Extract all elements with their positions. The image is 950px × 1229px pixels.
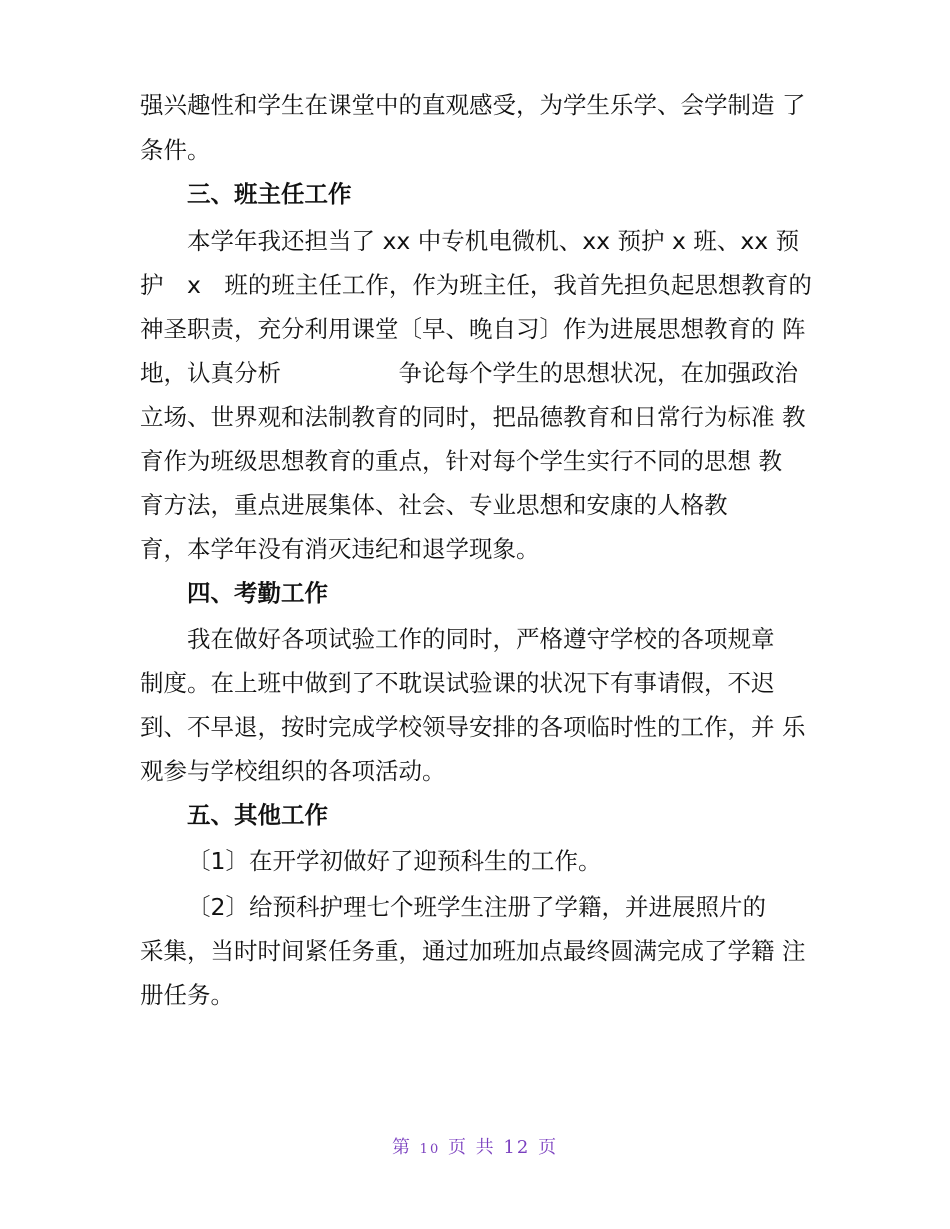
list-item-line: 〔1〕在开学初做好了迎预科生的工作。 [187, 847, 602, 875]
paragraph-line: 地，认真分析 争论每个学生的思想状况，在加强政治 [140, 359, 798, 387]
paragraph-line: 育方法，重点进展集体、社会、专业思想和安康的人格教 [140, 491, 728, 519]
list-item-line: 〔2〕给预科护理七个班学生注册了学籍，并进展照片的 [187, 893, 766, 921]
paragraph-line: 我在做好各项试验工作的同时，严格遵守学校的各项规章 [187, 625, 775, 653]
section-heading-head-teacher: 三、班主任工作 [187, 180, 352, 208]
paragraph-line: 育，本学年没有消灭违纪和退学现象。 [140, 535, 540, 563]
paragraph-line: 本学年我还担当了 xx 中专机电微机、xx 预护 x 班、xx 预 [187, 227, 800, 255]
section-heading-attendance: 四、考勤工作 [187, 579, 328, 607]
footer-suffix: 页 [538, 1137, 559, 1158]
paragraph-line: 条件。 [140, 136, 211, 164]
paragraph-line: 册任务。 [140, 981, 234, 1009]
page-footer [0, 1133, 950, 1159]
paragraph-line: 到、不早退，按时完成学校领导安排的各项临时性的工作，并 乐 [140, 713, 806, 741]
paragraph-line: 观参与学校组织的各项活动。 [140, 757, 446, 785]
footer-total-pages: 12 [503, 1137, 531, 1158]
paragraph-line: 育作为班级思想教育的重点，针对每个学生实行不同的思想 教 [140, 447, 782, 475]
paragraph-line: 制度。在上班中做到了不耽误试验课的状况下有事请假，不迟 [140, 669, 775, 697]
paragraph-line: 立场、世界观和法制教育的同时，把品德教育和日常行为标准 教 [140, 403, 806, 431]
footer-prefix: 第 [391, 1137, 412, 1158]
section-heading-other-work: 五、其他工作 [187, 801, 328, 829]
paragraph-line: 强兴趣性和学生在课堂中的直观感受，为学生乐学、会学制造 了 [140, 91, 806, 119]
paragraph-line: 护 x 班的班主任工作，作为班主任，我首先担负起思想教育的 [140, 271, 812, 299]
paragraph-line: 采集，当时时间紧任务重，通过加班加点最终圆满完成了学籍 注 [140, 937, 806, 965]
footer-current-page: 10 [419, 1142, 441, 1157]
paragraph-line: 神圣职责，充分利用课堂〔早、晚自习〕作为进展思想教育的 阵 [140, 315, 806, 343]
footer-middle: 页 共 [447, 1137, 496, 1158]
